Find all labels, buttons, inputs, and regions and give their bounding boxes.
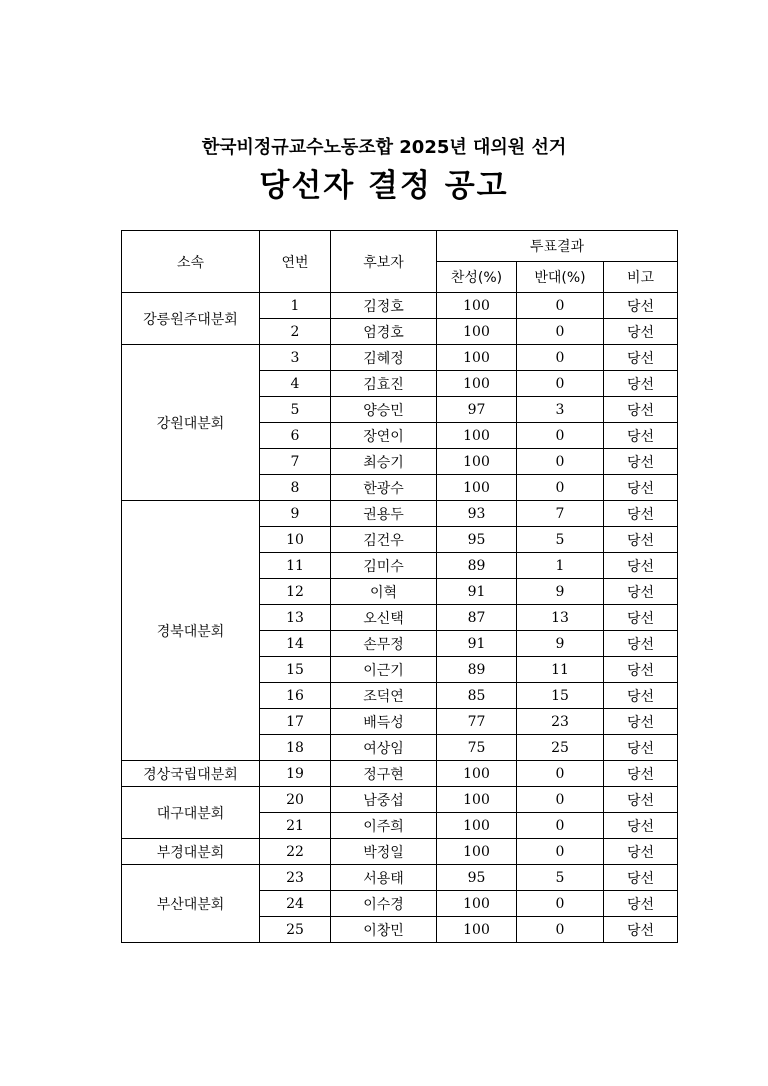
candidate-name-cell: 손무정 [331, 631, 437, 657]
oppose-cell: 0 [517, 787, 604, 813]
approve-cell: 87 [437, 605, 517, 631]
oppose-cell: 11 [517, 657, 604, 683]
number-cell: 16 [260, 683, 331, 709]
candidate-name-cell: 이근기 [331, 657, 437, 683]
candidate-name-cell: 이혁 [331, 579, 437, 605]
oppose-cell: 0 [517, 449, 604, 475]
affiliation-cell: 부경대분회 [122, 839, 260, 865]
oppose-cell: 0 [517, 475, 604, 501]
note-cell: 당선 [604, 527, 678, 553]
number-cell: 6 [260, 423, 331, 449]
number-cell: 18 [260, 735, 331, 761]
header-vote-result: 투표결과 [437, 231, 678, 262]
header-candidate: 후보자 [331, 231, 437, 293]
oppose-cell: 0 [517, 293, 604, 319]
candidate-name-cell: 박정일 [331, 839, 437, 865]
oppose-cell: 7 [517, 501, 604, 527]
affiliation-cell: 강원대분회 [122, 345, 260, 501]
candidate-name-cell: 엄경호 [331, 319, 437, 345]
number-cell: 21 [260, 813, 331, 839]
approve-cell: 75 [437, 735, 517, 761]
oppose-cell: 25 [517, 735, 604, 761]
results-table-header [122, 231, 678, 293]
number-cell: 19 [260, 761, 331, 787]
approve-cell: 89 [437, 553, 517, 579]
candidate-name-cell: 여상임 [331, 735, 437, 761]
note-cell: 당선 [604, 631, 678, 657]
oppose-cell: 0 [517, 371, 604, 397]
number-cell: 24 [260, 891, 331, 917]
approve-cell: 100 [437, 787, 517, 813]
approve-cell: 100 [437, 371, 517, 397]
approve-cell: 100 [437, 423, 517, 449]
oppose-cell: 1 [517, 553, 604, 579]
number-cell: 25 [260, 917, 331, 943]
number-cell: 13 [260, 605, 331, 631]
note-cell: 당선 [604, 787, 678, 813]
note-cell: 당선 [604, 553, 678, 579]
oppose-cell: 0 [517, 813, 604, 839]
approve-cell: 100 [437, 839, 517, 865]
oppose-cell: 15 [517, 683, 604, 709]
oppose-cell: 0 [517, 345, 604, 371]
table-row [122, 865, 678, 891]
note-cell: 당선 [604, 657, 678, 683]
approve-cell: 85 [437, 683, 517, 709]
oppose-cell: 9 [517, 631, 604, 657]
note-cell: 당선 [604, 813, 678, 839]
header-number: 연번 [260, 231, 331, 293]
page-title: 당선자 결정 공고 [259, 168, 509, 204]
note-cell: 당선 [604, 501, 678, 527]
number-cell: 15 [260, 657, 331, 683]
approve-cell: 93 [437, 501, 517, 527]
note-cell: 당선 [604, 761, 678, 787]
candidate-name-cell: 남중섭 [331, 787, 437, 813]
number-cell: 9 [260, 501, 331, 527]
oppose-cell: 9 [517, 579, 604, 605]
note-cell: 당선 [604, 735, 678, 761]
note-cell: 당선 [604, 449, 678, 475]
candidate-name-cell: 서용태 [331, 865, 437, 891]
approve-cell: 100 [437, 345, 517, 371]
oppose-cell: 0 [517, 839, 604, 865]
candidate-name-cell: 정구현 [331, 761, 437, 787]
table-row [122, 761, 678, 787]
note-cell: 당선 [604, 865, 678, 891]
note-cell: 당선 [604, 345, 678, 371]
affiliation-cell: 강릉원주대분회 [122, 293, 260, 345]
note-cell: 당선 [604, 605, 678, 631]
table-row [122, 345, 678, 371]
header-note: 비고 [604, 262, 678, 293]
number-cell: 5 [260, 397, 331, 423]
approve-cell: 89 [437, 657, 517, 683]
number-cell: 10 [260, 527, 331, 553]
candidate-name-cell: 김건우 [331, 527, 437, 553]
number-cell: 1 [260, 293, 331, 319]
note-cell: 당선 [604, 397, 678, 423]
note-cell: 당선 [604, 475, 678, 501]
approve-cell: 100 [437, 449, 517, 475]
oppose-cell: 5 [517, 527, 604, 553]
table-row [122, 839, 678, 865]
candidate-name-cell: 김정호 [331, 293, 437, 319]
oppose-cell: 0 [517, 917, 604, 943]
table-row [122, 293, 678, 319]
number-cell: 14 [260, 631, 331, 657]
note-cell: 당선 [604, 371, 678, 397]
affiliation-cell: 대구대분회 [122, 787, 260, 839]
candidate-name-cell: 한광수 [331, 475, 437, 501]
candidate-name-cell: 이주희 [331, 813, 437, 839]
note-cell: 당선 [604, 917, 678, 943]
note-cell: 당선 [604, 423, 678, 449]
approve-cell: 100 [437, 917, 517, 943]
note-cell: 당선 [604, 293, 678, 319]
oppose-cell: 0 [517, 423, 604, 449]
oppose-cell: 23 [517, 709, 604, 735]
candidate-name-cell: 김혜정 [331, 345, 437, 371]
candidate-name-cell: 권용두 [331, 501, 437, 527]
oppose-cell: 0 [517, 891, 604, 917]
affiliation-cell: 부산대분회 [122, 865, 260, 943]
candidate-name-cell: 조덕연 [331, 683, 437, 709]
number-cell: 2 [260, 319, 331, 345]
number-cell: 8 [260, 475, 331, 501]
candidate-name-cell: 최승기 [331, 449, 437, 475]
approve-cell: 100 [437, 475, 517, 501]
oppose-cell: 0 [517, 761, 604, 787]
approve-cell: 91 [437, 631, 517, 657]
approve-cell: 97 [437, 397, 517, 423]
number-cell: 3 [260, 345, 331, 371]
header-affiliation: 소속 [122, 231, 260, 293]
approve-cell: 91 [437, 579, 517, 605]
note-cell: 당선 [604, 683, 678, 709]
candidate-name-cell: 이창민 [331, 917, 437, 943]
number-cell: 22 [260, 839, 331, 865]
candidate-name-cell: 장연이 [331, 423, 437, 449]
candidate-name-cell: 배득성 [331, 709, 437, 735]
candidate-name-cell: 김미수 [331, 553, 437, 579]
note-cell: 당선 [604, 579, 678, 605]
approve-cell: 100 [437, 891, 517, 917]
candidate-name-cell: 양승민 [331, 397, 437, 423]
approve-cell: 95 [437, 527, 517, 553]
results-table [121, 230, 678, 943]
oppose-cell: 13 [517, 605, 604, 631]
number-cell: 4 [260, 371, 331, 397]
approve-cell: 95 [437, 865, 517, 891]
affiliation-cell: 경상국립대분회 [122, 761, 260, 787]
approve-cell: 100 [437, 761, 517, 787]
results-table-body [122, 293, 678, 943]
approve-cell: 100 [437, 293, 517, 319]
number-cell: 17 [260, 709, 331, 735]
header-oppose: 반대(%) [517, 262, 604, 293]
note-cell: 당선 [604, 709, 678, 735]
election-subtitle: 한국비정규교수노동조합 2025년 대의원 선거 [201, 137, 567, 158]
number-cell: 11 [260, 553, 331, 579]
oppose-cell: 0 [517, 319, 604, 345]
note-cell: 당선 [604, 891, 678, 917]
approve-cell: 100 [437, 813, 517, 839]
number-cell: 7 [260, 449, 331, 475]
table-row [122, 501, 678, 527]
oppose-cell: 5 [517, 865, 604, 891]
note-cell: 당선 [604, 319, 678, 345]
table-row [122, 787, 678, 813]
number-cell: 20 [260, 787, 331, 813]
approve-cell: 77 [437, 709, 517, 735]
candidate-name-cell: 오신택 [331, 605, 437, 631]
note-cell: 당선 [604, 839, 678, 865]
candidate-name-cell: 이수경 [331, 891, 437, 917]
number-cell: 23 [260, 865, 331, 891]
number-cell: 12 [260, 579, 331, 605]
header-approve: 찬성(%) [437, 262, 517, 293]
oppose-cell: 3 [517, 397, 604, 423]
candidate-name-cell: 김효진 [331, 371, 437, 397]
approve-cell: 100 [437, 319, 517, 345]
affiliation-cell: 경북대분회 [122, 501, 260, 761]
